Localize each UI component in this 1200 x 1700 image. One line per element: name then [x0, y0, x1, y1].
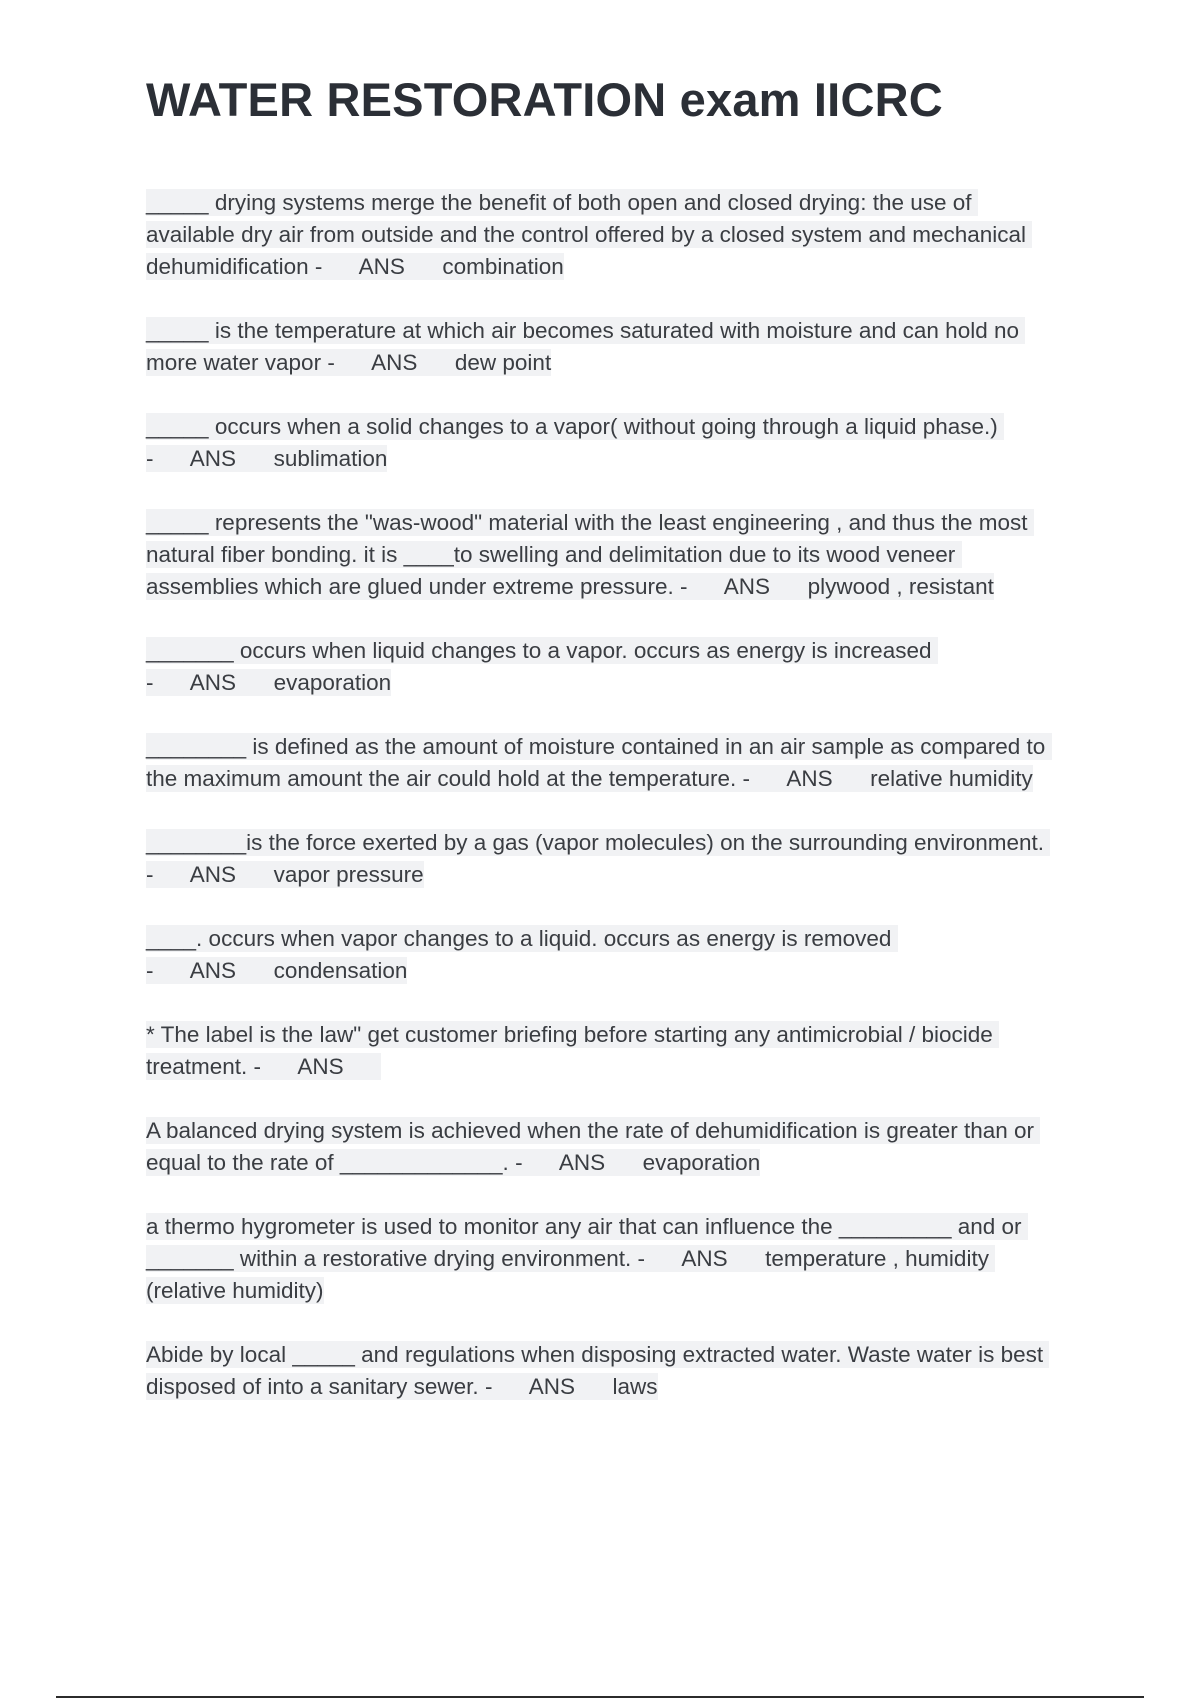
- question-item: [146, 731, 1061, 795]
- ans-label: ANS: [528, 1374, 575, 1399]
- question-item: [146, 1019, 1061, 1083]
- answer-text: plywood , resistant: [807, 574, 994, 599]
- question-item: [146, 507, 1061, 603]
- answer-text: condensation: [273, 958, 408, 983]
- ans-label: ANS: [558, 1150, 606, 1175]
- question-text: a thermo hygrometer is used to monitor any air that can influence the _________ and or _______ within a restorative drying environment. -: [146, 1214, 1028, 1271]
- answer-text: combination: [442, 254, 564, 279]
- question-text: ____. occurs when vapor changes to a liquid. occurs as energy is removed -: [146, 926, 898, 983]
- question-item: [146, 635, 1061, 699]
- question-text: _____ occurs when a solid changes to a vapor( without going through a liquid phase.) -: [146, 414, 1005, 471]
- ans-label: ANS: [189, 862, 237, 887]
- question-item: [146, 923, 1061, 987]
- question-item: [146, 827, 1061, 891]
- question-text: ________is the force exerted by a gas (vapor molecules) on the surrounding environment. -: [146, 830, 1051, 887]
- ans-label: ANS: [189, 958, 237, 983]
- answer-text: sublimation: [273, 446, 388, 471]
- answer-text: vapor pressure: [273, 862, 424, 887]
- question-text: _____ represents the "was-wood" material with the least engineering , and thus the most natural fiber bonding. it is ____to swelling and delimitation due to its wood veneer assemblies which are glued under extreme pressure. -: [146, 510, 1034, 599]
- question-item: [146, 187, 1061, 283]
- page-title: WATER RESTORATION exam IICRC: [146, 73, 943, 126]
- question-item: [146, 1211, 1061, 1307]
- question-item: [146, 1339, 1061, 1403]
- answer-text: dew point: [454, 350, 552, 375]
- ans-label: ANS: [189, 446, 237, 471]
- question-text: ________ is defined as the amount of moisture contained in an air sample as compared to the maximum amount the air could hold at the temperature. -: [146, 734, 1052, 791]
- answer-text: laws: [612, 1374, 658, 1399]
- ans-label: ANS: [297, 1054, 344, 1079]
- ans-label: ANS: [189, 670, 237, 695]
- question-text: * The label is the law" get customer briefing before starting any antimicrobial / biocide treatment. -: [146, 1022, 1000, 1079]
- answer-text: evaporation: [642, 1150, 761, 1175]
- answer-text: relative humidity: [870, 766, 1033, 791]
- question-item: [146, 411, 1061, 475]
- ans-label: ANS: [681, 1246, 728, 1271]
- page-bottom-divider: [56, 1696, 1144, 1698]
- ans-label: ANS: [786, 766, 833, 791]
- answer-text: temperature , humidity (relative humidity): [146, 1246, 996, 1303]
- question-text: A balanced drying system is achieved when the rate of dehumidification is greater than or equal to the rate of _____________. -: [146, 1118, 1041, 1175]
- ans-label: ANS: [723, 574, 771, 599]
- question-text: _____ drying systems merge the benefit of both open and closed drying: the use of available dry air from outside and the control offered by a closed system and mechanical dehumidification -: [146, 190, 1033, 279]
- question-item: [146, 315, 1061, 379]
- question-item: [146, 1115, 1061, 1179]
- question-text: _____ is the temperature at which air becomes saturated with moisture and can hold no more water vapor -: [146, 318, 1026, 375]
- answer-text: evaporation: [273, 670, 392, 695]
- ans-label: ANS: [358, 254, 405, 279]
- question-text: Abide by local _____ and regulations when disposing extracted water. Waste water is best disposed of into a sanitary sewer. -: [146, 1342, 1050, 1399]
- ans-label: ANS: [371, 350, 418, 375]
- question-list: [146, 187, 1061, 1435]
- question-text: _______ occurs when liquid changes to a vapor. occurs as energy is increased -: [146, 638, 938, 695]
